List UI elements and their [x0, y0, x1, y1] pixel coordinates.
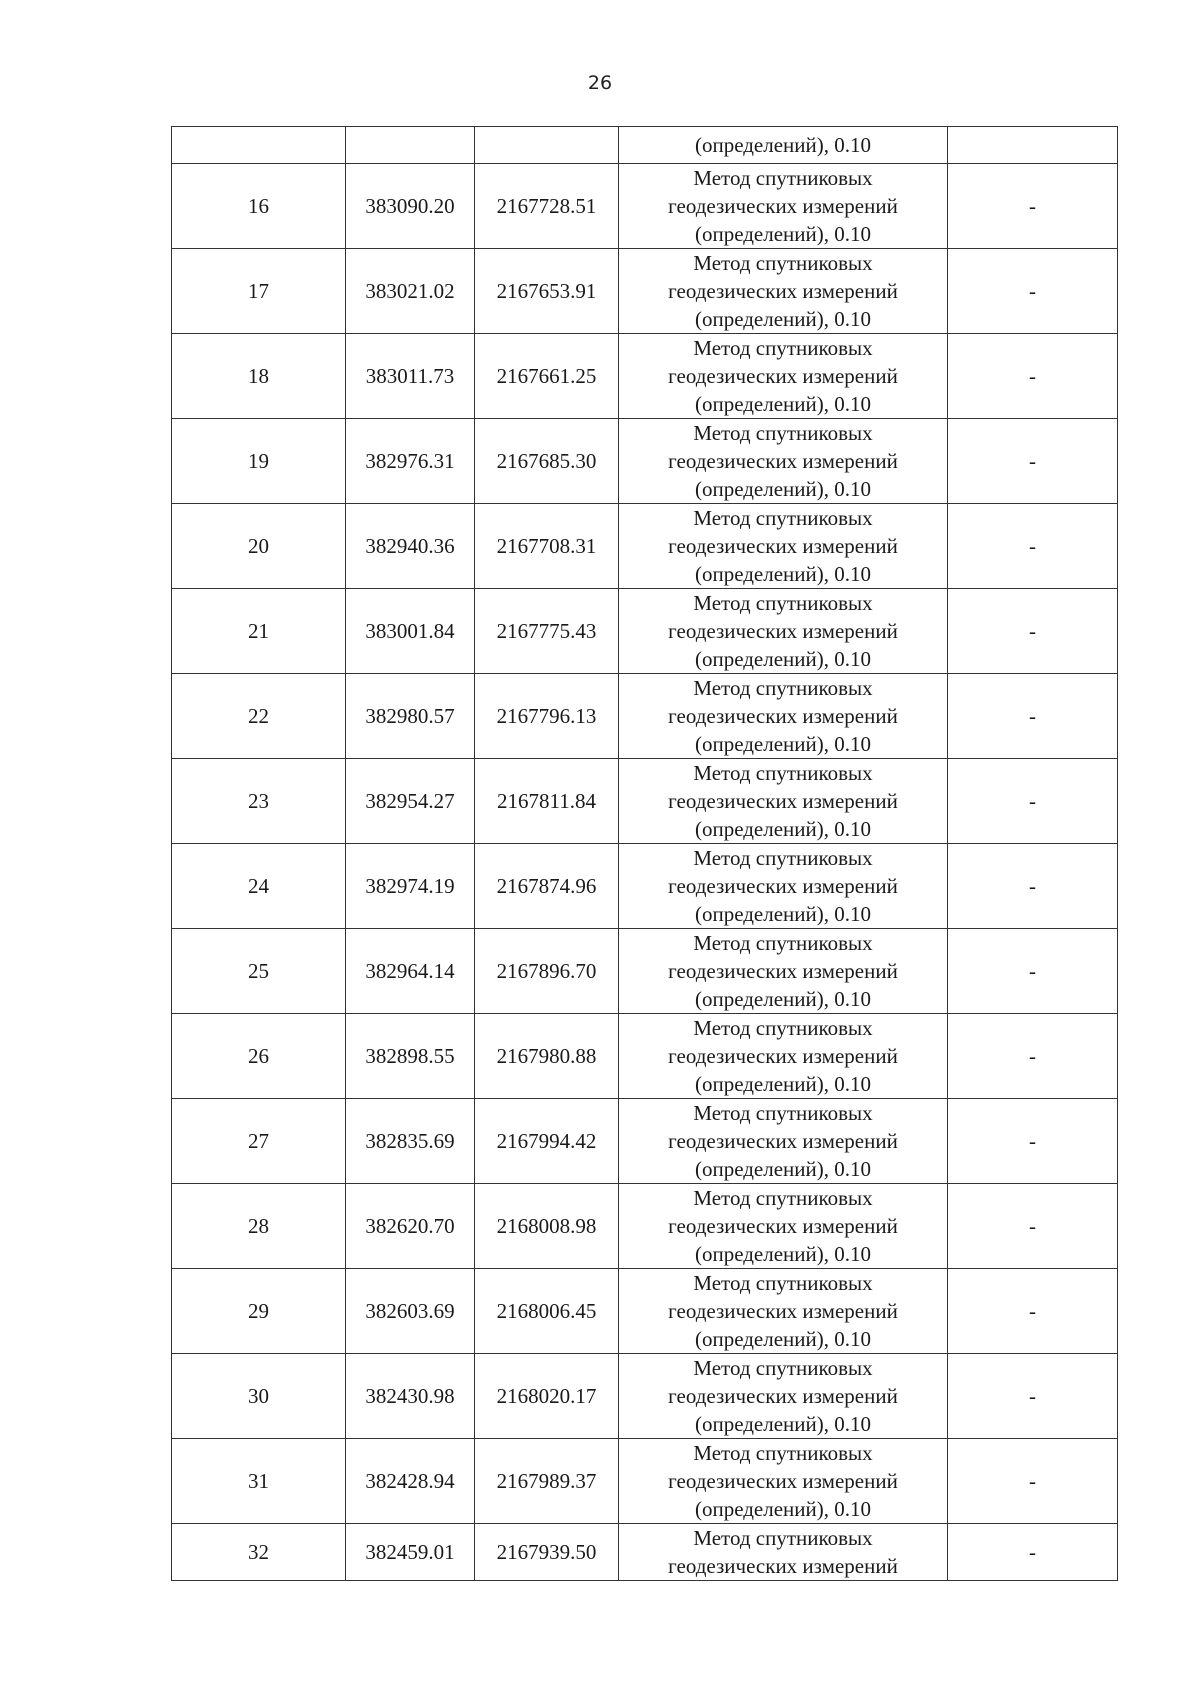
table-row — [172, 419, 1118, 504]
method-line: геодезических измерений — [668, 364, 898, 388]
method-line: Метод спутниковых — [693, 1016, 873, 1040]
method-line: Метод спутниковых — [693, 251, 873, 275]
method-line: Метод спутниковых — [693, 676, 873, 700]
method-cell — [619, 334, 948, 419]
x-coordinate-cell: 382980.57 — [346, 674, 475, 759]
description-cell: - — [948, 504, 1118, 589]
method-line: геодезических измерений — [668, 449, 898, 473]
coordinates-table-body — [172, 127, 1118, 1581]
method-line: Метод спутниковых — [693, 1101, 873, 1125]
description-cell: - — [948, 1099, 1118, 1184]
method-line: (определений), 0.10 — [694, 133, 872, 157]
x-coordinate-cell: 383011.73 — [346, 334, 475, 419]
page-number: 26 — [587, 72, 613, 94]
table-row — [172, 1099, 1118, 1184]
y-coordinate-cell: 2167708.31 — [475, 504, 619, 589]
method-line: (определений), 0.10 — [694, 647, 872, 671]
x-coordinate-cell: 383090.20 — [346, 164, 475, 249]
method-cell — [619, 249, 948, 334]
method-line: Метод спутниковых — [693, 591, 873, 615]
point-number-cell: 26 — [172, 1014, 346, 1099]
x-coordinate-cell: 382459.01 — [346, 1524, 475, 1581]
x-coordinate-cell: 382898.55 — [346, 1014, 475, 1099]
x-coordinate-cell — [346, 127, 475, 164]
method-line: Метод спутниковых — [693, 336, 873, 360]
point-number-cell: 32 — [172, 1524, 346, 1581]
description-cell: - — [948, 589, 1118, 674]
method-cell — [619, 1439, 948, 1524]
method-cell — [619, 164, 948, 249]
method-line: (определений), 0.10 — [694, 477, 872, 501]
y-coordinate-cell: 2167811.84 — [475, 759, 619, 844]
method-line: Метод спутниковых — [693, 1186, 873, 1210]
description-cell: - — [948, 844, 1118, 929]
method-line: Метод спутниковых — [693, 421, 873, 445]
method-line: Метод спутниковых — [693, 931, 873, 955]
method-line: геодезических измерений — [668, 1129, 898, 1153]
description-cell: - — [948, 1014, 1118, 1099]
x-coordinate-cell: 382428.94 — [346, 1439, 475, 1524]
table-row — [172, 759, 1118, 844]
point-number-cell: 18 — [172, 334, 346, 419]
y-coordinate-cell: 2167980.88 — [475, 1014, 619, 1099]
y-coordinate-cell — [475, 127, 619, 164]
point-number-cell: 25 — [172, 929, 346, 1014]
method-line: (определений), 0.10 — [694, 817, 872, 841]
method-line: (определений), 0.10 — [694, 732, 872, 756]
x-coordinate-cell: 382954.27 — [346, 759, 475, 844]
table-row — [172, 1184, 1118, 1269]
x-coordinate-cell: 382940.36 — [346, 504, 475, 589]
method-cell — [619, 674, 948, 759]
method-line: Метод спутниковых — [693, 846, 873, 870]
method-cell — [619, 419, 948, 504]
method-line: геодезических измерений — [668, 1554, 898, 1578]
method-line: геодезических измерений — [668, 1384, 898, 1408]
method-line: (определений), 0.10 — [694, 902, 872, 926]
y-coordinate-cell: 2168006.45 — [475, 1269, 619, 1354]
x-coordinate-cell: 382974.19 — [346, 844, 475, 929]
method-cell — [619, 929, 948, 1014]
method-line: геодезических измерений — [668, 619, 898, 643]
description-cell: - — [948, 759, 1118, 844]
method-line: геодезических измерений — [668, 279, 898, 303]
method-cell — [619, 1354, 948, 1439]
description-cell: - — [948, 1269, 1118, 1354]
point-number-cell: 27 — [172, 1099, 346, 1184]
table-row — [172, 1439, 1118, 1524]
y-coordinate-cell: 2167939.50 — [475, 1524, 619, 1581]
point-number-cell: 20 — [172, 504, 346, 589]
method-line: (определений), 0.10 — [694, 1412, 872, 1436]
method-line: (определений), 0.10 — [694, 1327, 872, 1351]
method-line: Метод спутниковых — [693, 166, 873, 190]
table-row-continuation — [172, 127, 1118, 164]
point-number-cell: 28 — [172, 1184, 346, 1269]
method-line: (определений), 0.10 — [694, 1497, 872, 1521]
method-cell — [619, 1099, 948, 1184]
point-number-cell: 29 — [172, 1269, 346, 1354]
y-coordinate-cell: 2167728.51 — [475, 164, 619, 249]
method-line: Метод спутниковых — [693, 1441, 873, 1465]
y-coordinate-cell: 2168020.17 — [475, 1354, 619, 1439]
y-coordinate-cell: 2167874.96 — [475, 844, 619, 929]
method-cell — [619, 1184, 948, 1269]
point-number-cell: 17 — [172, 249, 346, 334]
description-cell: - — [948, 334, 1118, 419]
table-row — [172, 929, 1118, 1014]
table-row — [172, 164, 1118, 249]
method-line: геодезических измерений — [668, 1214, 898, 1238]
y-coordinate-cell: 2167896.70 — [475, 929, 619, 1014]
y-coordinate-cell: 2167775.43 — [475, 589, 619, 674]
method-line: геодезических измерений — [668, 1299, 898, 1323]
table-row — [172, 249, 1118, 334]
table-row — [172, 674, 1118, 759]
y-coordinate-cell: 2167661.25 — [475, 334, 619, 419]
method-line: геодезических измерений — [668, 534, 898, 558]
point-number-cell: 30 — [172, 1354, 346, 1439]
description-cell: - — [948, 1184, 1118, 1269]
description-cell: - — [948, 164, 1118, 249]
x-coordinate-cell: 382976.31 — [346, 419, 475, 504]
point-number-cell: 21 — [172, 589, 346, 674]
table-row — [172, 1014, 1118, 1099]
method-line: (определений), 0.10 — [694, 1242, 872, 1266]
x-coordinate-cell: 383021.02 — [346, 249, 475, 334]
coordinates-table — [171, 126, 1118, 1581]
x-coordinate-cell: 382964.14 — [346, 929, 475, 1014]
method-cell — [619, 589, 948, 674]
description-cell: - — [948, 1354, 1118, 1439]
method-line: Метод спутниковых — [693, 1271, 873, 1295]
method-line: геодезических измерений — [668, 1469, 898, 1493]
method-line: (определений), 0.10 — [694, 222, 872, 246]
method-line: (определений), 0.10 — [694, 987, 872, 1011]
method-cell — [619, 1269, 948, 1354]
y-coordinate-cell: 2167685.30 — [475, 419, 619, 504]
y-coordinate-cell: 2167796.13 — [475, 674, 619, 759]
x-coordinate-cell: 382430.98 — [346, 1354, 475, 1439]
method-cell — [619, 1014, 948, 1099]
method-cell — [619, 504, 948, 589]
table-row — [172, 589, 1118, 674]
x-coordinate-cell: 383001.84 — [346, 589, 475, 674]
x-coordinate-cell: 382835.69 — [346, 1099, 475, 1184]
description-cell — [948, 127, 1118, 164]
method-line: геодезических измерений — [668, 704, 898, 728]
method-cell — [619, 844, 948, 929]
method-line: (определений), 0.10 — [694, 392, 872, 416]
x-coordinate-cell: 382603.69 — [346, 1269, 475, 1354]
description-cell: - — [948, 419, 1118, 504]
method-line: геодезических измерений — [668, 194, 898, 218]
method-line: (определений), 0.10 — [694, 562, 872, 586]
method-cell — [619, 127, 948, 164]
table-row — [172, 1269, 1118, 1354]
method-cell — [619, 759, 948, 844]
method-line: Метод спутниковых — [693, 761, 873, 785]
table-row — [172, 1354, 1118, 1439]
point-number-cell: 16 — [172, 164, 346, 249]
method-line: геодезических измерений — [668, 959, 898, 983]
point-number-cell: 19 — [172, 419, 346, 504]
point-number-cell: 22 — [172, 674, 346, 759]
table-row — [172, 844, 1118, 929]
point-number-cell: 24 — [172, 844, 346, 929]
method-line: (определений), 0.10 — [694, 307, 872, 331]
y-coordinate-cell: 2167989.37 — [475, 1439, 619, 1524]
x-coordinate-cell: 382620.70 — [346, 1184, 475, 1269]
table-row — [172, 334, 1118, 419]
method-line: геодезических измерений — [668, 1044, 898, 1068]
y-coordinate-cell: 2168008.98 — [475, 1184, 619, 1269]
y-coordinate-cell: 2167994.42 — [475, 1099, 619, 1184]
method-line: Метод спутниковых — [693, 1526, 873, 1550]
point-number-cell — [172, 127, 346, 164]
description-cell: - — [948, 929, 1118, 1014]
y-coordinate-cell: 2167653.91 — [475, 249, 619, 334]
method-line: Метод спутниковых — [693, 506, 873, 530]
method-line: геодезических измерений — [668, 789, 898, 813]
description-cell: - — [948, 249, 1118, 334]
method-cell — [619, 1524, 948, 1581]
description-cell: - — [948, 1439, 1118, 1524]
point-number-cell: 23 — [172, 759, 346, 844]
method-line: (определений), 0.10 — [694, 1157, 872, 1181]
point-number-cell: 31 — [172, 1439, 346, 1524]
method-line: геодезических измерений — [668, 874, 898, 898]
description-cell: - — [948, 674, 1118, 759]
description-cell: - — [948, 1524, 1118, 1581]
table-row-last — [172, 1524, 1118, 1581]
method-line: (определений), 0.10 — [694, 1072, 872, 1096]
table-row — [172, 504, 1118, 589]
method-line: Метод спутниковых — [693, 1356, 873, 1380]
